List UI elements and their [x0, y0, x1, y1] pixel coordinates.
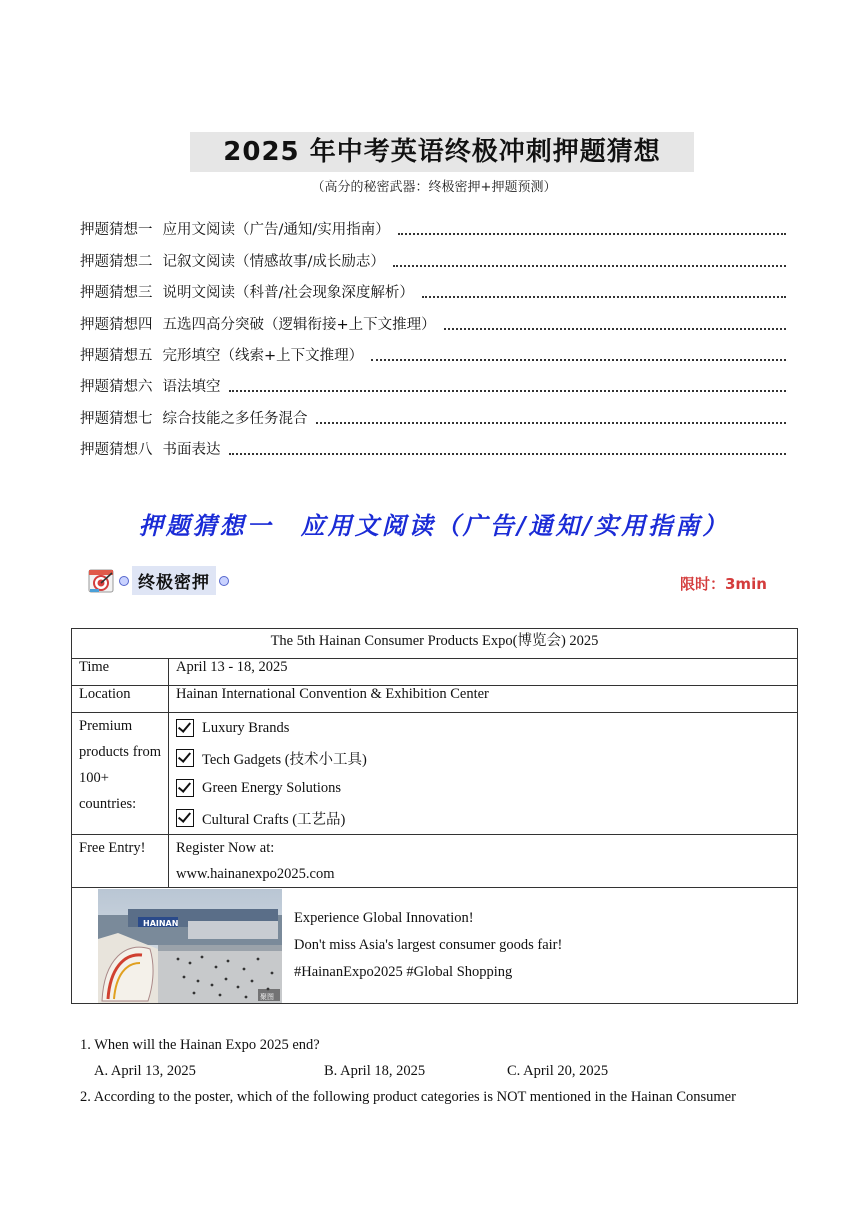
toc-item[interactable]: [80, 302, 786, 333]
toc-number: 押题猜想八: [80, 442, 153, 459]
checkbox-checked-icon: [176, 809, 194, 827]
register-url[interactable]: www.hainanexpo2025.com: [176, 866, 335, 882]
toc-number: 押题猜想三: [80, 285, 153, 302]
toc-item[interactable]: [80, 365, 786, 396]
toc-item[interactable]: [80, 208, 786, 239]
toc-number: 押题猜想七: [80, 410, 153, 427]
list-item: [176, 773, 790, 803]
toc-item[interactable]: [80, 334, 786, 365]
questions: [80, 1032, 800, 1110]
table-row: [72, 835, 798, 888]
expo-poster-table: [71, 628, 798, 1004]
location-value: Hainan International Convention & Exhibition Center: [169, 686, 798, 713]
checkbox-checked-icon: [176, 719, 194, 737]
toc-text: 语法填空: [162, 379, 221, 396]
table-row: [72, 713, 798, 835]
promo-line: Experience Global Innovation!: [294, 910, 474, 926]
page-title: 2025 年中考英语终极冲刺押题猜想: [190, 132, 694, 172]
time-value: April 13 - 18, 2025: [169, 659, 798, 686]
section-heading: 押题猜想一 应用文阅读（广告/通知/实用指南）: [138, 511, 730, 540]
toc-leader: [229, 389, 787, 392]
toc-number: 押题猜想二: [80, 253, 153, 270]
toc-leader: [371, 358, 786, 361]
question-text: 1. When will the Hainan Expo 2025 end?: [80, 1037, 320, 1053]
option-c[interactable]: C. April 20, 2025: [507, 1063, 609, 1079]
toc-item[interactable]: [80, 271, 786, 302]
expo-photo: [98, 889, 282, 1003]
question-options: [80, 1058, 800, 1084]
list-item: [176, 803, 790, 833]
product-label: Tech Gadgets (技术小工具): [202, 751, 367, 768]
toc-text: 说明文阅读（科普/社会现象深度解析）: [162, 285, 414, 302]
toc-leader: [316, 421, 787, 424]
table-row: [72, 659, 798, 686]
time-limit: 限时：3min: [680, 575, 767, 593]
target-icon: [88, 567, 116, 595]
poster-title: The 5th Hainan Consumer Products Expo(博览会) 2025: [72, 629, 798, 659]
toc-number: 押题猜想一: [80, 222, 153, 239]
product-label: Green Energy Solutions: [202, 779, 342, 796]
toc-number: 押题猜想五: [80, 347, 153, 364]
register-info: [169, 835, 798, 888]
toc-leader: [422, 295, 786, 298]
dot-icon: [219, 576, 229, 586]
badge-label: 终极密押: [132, 566, 216, 595]
table-of-contents: [80, 208, 786, 459]
entry-label: Free Entry!: [72, 835, 169, 888]
toc-leader: [393, 264, 786, 267]
toc-number: 押题猜想六: [80, 379, 153, 396]
toc-leader: [444, 327, 786, 330]
register-text: Register Now at:: [176, 840, 275, 856]
table-row: [72, 629, 798, 659]
photo-sign-text: HAINAN: [143, 918, 179, 928]
product-label: Luxury Brands: [202, 719, 290, 736]
checkbox-checked-icon: [176, 749, 194, 767]
products-label: Premium products from 100+ countries:: [79, 718, 161, 812]
toc-text: 完形填空（线索+上下文推理）: [162, 347, 364, 364]
promo-cell: [72, 888, 798, 1004]
toc-text: 应用文阅读（广告/通知/实用指南）: [162, 222, 390, 239]
toc-item[interactable]: [80, 396, 786, 427]
toc-leader: [398, 232, 786, 235]
product-label: Cultural Crafts (工艺品): [202, 811, 346, 828]
toc-leader: [229, 452, 787, 455]
toc-text: 综合技能之多任务混合: [162, 410, 308, 427]
location-label: Location: [72, 686, 169, 713]
photo-watermark: 聚图: [260, 992, 274, 1001]
time-label: Time: [72, 659, 169, 686]
badge: [88, 566, 229, 595]
dot-icon: [119, 576, 129, 586]
list-item: [176, 713, 790, 743]
promo-line: #HainanExpo2025 #Global Shopping: [294, 964, 513, 980]
products-list: [169, 713, 798, 835]
promo-text: [294, 905, 562, 986]
toc-text: 记叙文阅读（情感故事/成长励志）: [162, 253, 385, 270]
toc-item[interactable]: [80, 428, 786, 459]
list-item: [176, 743, 790, 773]
page-subtitle: （高分的秘密武器：终极密押+押题预测）: [311, 180, 557, 195]
table-row: [72, 686, 798, 713]
toc-number: 押题猜想四: [80, 316, 153, 333]
toc-text: 五选四高分突破（逻辑衔接+上下文推理）: [162, 316, 436, 333]
toc-text: 书面表达: [162, 442, 221, 459]
option-b[interactable]: B. April 18, 2025: [324, 1063, 426, 1079]
products-label-cell: [72, 713, 169, 835]
option-a[interactable]: A. April 13, 2025: [94, 1063, 196, 1079]
checkbox-checked-icon: [176, 779, 194, 797]
question-text: 2. According to the poster, which of the following product categories is NOT mentioned in the Hainan Consumer: [80, 1089, 736, 1105]
toc-item[interactable]: [80, 239, 786, 270]
table-row: [72, 888, 798, 1004]
promo-line: Don't miss Asia's largest consumer goods fair!: [294, 937, 563, 953]
